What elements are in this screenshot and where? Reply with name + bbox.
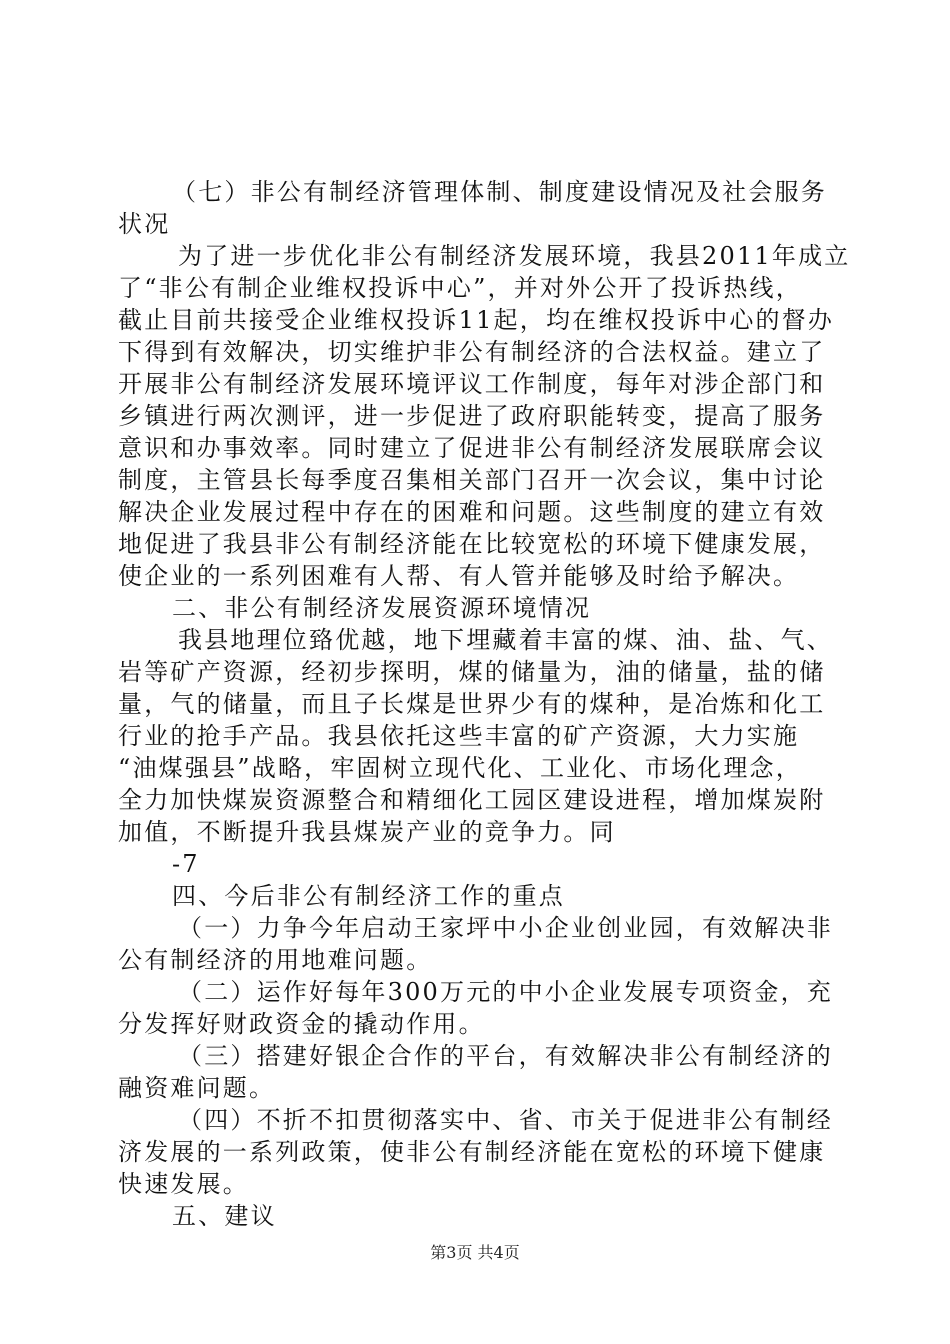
- text-line: 了“非公有制企业维权投诉中心”，并对外公开了投诉热线，: [118, 274, 802, 302]
- text-line: 乡镇进行两次测评，进一步促进了政府职能转变，提高了服务: [118, 402, 826, 430]
- section-heading: （七）非公有制经济管理体制、制度建设情况及社会服务: [172, 178, 827, 206]
- text-line: 快速发展。: [118, 1170, 249, 1198]
- text-line: 岩等矿产资源，经初步探明，煤的储量为，油的储量，盐的储: [118, 658, 826, 686]
- paragraph-start: 为了进一步优化非公有制经济发展环境，我县2011年成立: [178, 242, 851, 270]
- text-line: 加值，不断提升我县煤炭产业的竞争力。同: [118, 818, 616, 846]
- text-line: 济发展的一系列政策，使非公有制经济能在宽松的环境下健康: [118, 1138, 826, 1166]
- text-line: 下得到有效解决，切实维护非公有制经济的合法权益。建立了: [118, 338, 826, 366]
- text-line: 公有制经济的用地难问题。: [118, 946, 433, 974]
- text-line: 状况: [118, 210, 171, 238]
- text-line: 行业的抢手产品。我县依托这些丰富的矿产资源，大力实施: [118, 722, 800, 750]
- paragraph-start: （四）不折不扣贯彻落实中、省、市关于促进非公有制经: [178, 1106, 833, 1134]
- section-heading: 二、非公有制经济发展资源环境情况: [172, 594, 592, 622]
- paragraph-start: （一）力争今年启动王家坪中小企业创业园，有效解决非: [178, 914, 833, 942]
- section-heading: 四、今后非公有制经济工作的重点: [172, 882, 565, 910]
- text-line: 制度，主管县长每季度召集相关部门召开一次会议，集中讨论: [118, 466, 826, 494]
- text-line: “油煤强县”战略，牢固树立现代化、工业化、市场化理念，: [118, 754, 802, 782]
- page-marker: -7: [172, 850, 200, 878]
- text-line: 意识和办事效率。同时建立了促进非公有制经济发展联席会议: [118, 434, 826, 462]
- section-heading: 五、建议: [172, 1202, 277, 1230]
- text-line: 截止目前共接受企业维权投诉11起，均在维权投诉中心的督办: [118, 306, 835, 334]
- text-line: 全力加快煤炭资源整合和精细化工园区建设进程，增加煤炭附: [118, 786, 826, 814]
- text-line: 量，气的储量，而且子长煤是世界少有的煤种，是冶炼和化工: [118, 690, 826, 718]
- text-line: 融资难问题。: [118, 1074, 276, 1102]
- text-line: 使企业的一系列困难有人帮、有人管并能够及时给予解决。: [118, 562, 800, 590]
- paragraph-start: （三）搭建好银企合作的平台，有效解决非公有制经济的: [178, 1042, 833, 1070]
- page-footer: 第3页 共4页: [430, 1243, 520, 1262]
- text-line: 开展非公有制经济发展环境评议工作制度，每年对涉企部门和: [118, 370, 826, 398]
- text-line: 地促进了我县非公有制经济能在比较宽松的环境下健康发展，: [118, 530, 826, 558]
- paragraph-start: 我县地理位臵优越，地下埋藏着丰富的煤、油、盐、气、: [178, 626, 833, 654]
- text-line: 分发挥好财政资金的撬动作用。: [118, 1010, 485, 1038]
- text-line: 解决企业发展过程中存在的困难和问题。这些制度的建立有效: [118, 498, 826, 526]
- paragraph-start: （二）运作好每年300万元的中小企业发展专项资金，充: [178, 978, 834, 1006]
